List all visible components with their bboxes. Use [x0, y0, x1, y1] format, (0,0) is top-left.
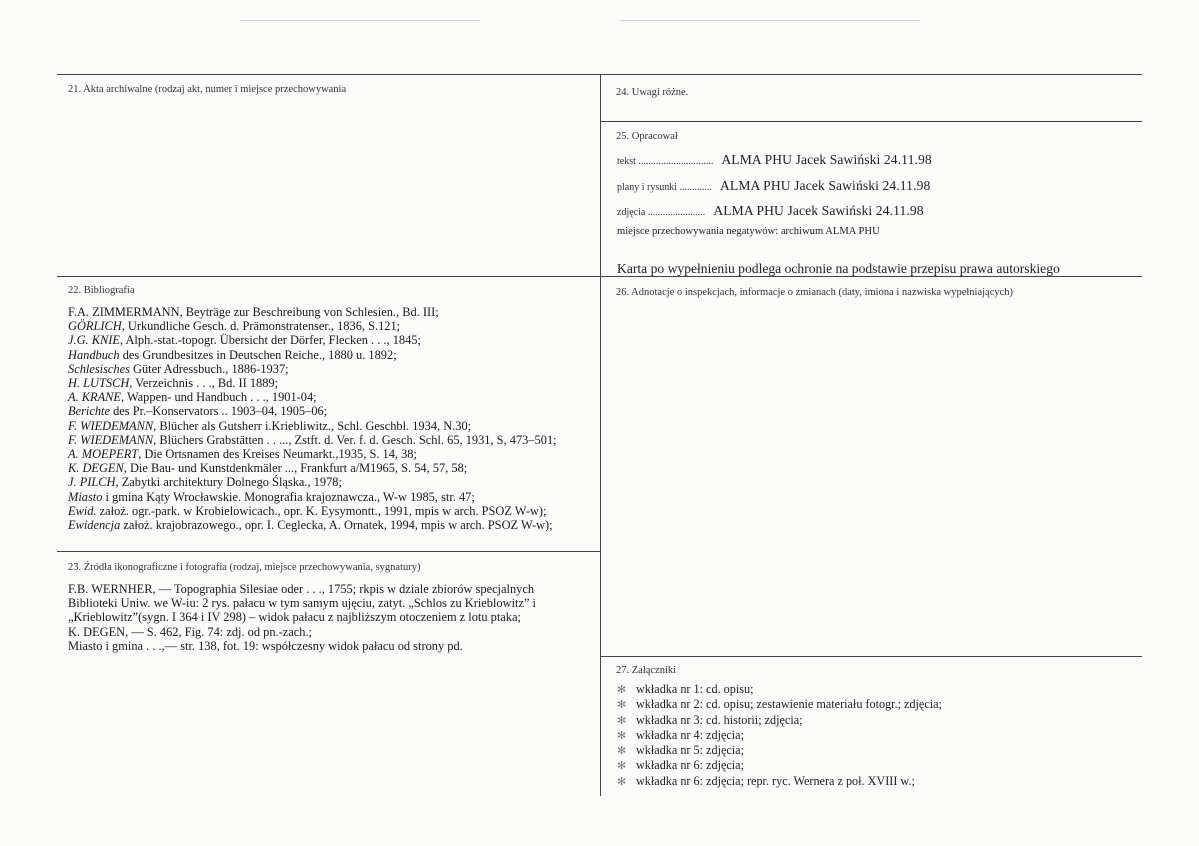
bullet-icon: ✻ [617, 775, 627, 788]
bibliography-list [68, 305, 557, 532]
section-22-label: 22. Bibliografia [68, 285, 135, 296]
tekst-row [617, 151, 932, 169]
iconography-line: Biblioteki Uniw. we W-iu: 2 rys. pałacu w tym samym ujęciu, zatyt. „Schlos zu Krieblowitz” i [68, 596, 536, 611]
tekst-label: tekst .............................. [617, 156, 714, 167]
zdjecia-row [617, 202, 924, 220]
iconography-line: K. DEGEN, — S. 462, Fig. 74: zdj. od pn.-zach.; [68, 624, 313, 639]
section-27-label: 27. Załączniki [616, 665, 677, 676]
bibliography-entry: H. LUTSCH, Verzeichnis . . ., Bd. II 1889; [68, 376, 279, 391]
bibliography-entry: F. WIEDEMANN, Blüchers Grabstätten . . ..., Zstft. d. Ver. f. d. Gesch. Schl. 65, 1931, S, 473–501; [68, 432, 557, 447]
tekst-value: ALMA PHU Jacek Sawiński 24.11.98 [721, 152, 932, 167]
attachment-item: ✻ wkładka nr 6: zdjęcia; repr. ryc. Wernera z poł. XVIII w.; [617, 773, 915, 788]
section-26-label: 26. Adnotacje o inspekcjach, informacje o zmianach (daty, imiona i nazwiska wypełniających) [616, 287, 1014, 298]
attachment-item: ✻ wkładka nr 1: cd. opisu; [617, 682, 754, 696]
bibliography-entry: GÖRLICH, Urkundliche Gesch. d. Prämonstratenser., 1836, S.121; [68, 319, 401, 334]
bibliography-entry: J.G. KNIE, Alph.-stat.-topogr. Übersicht der Dörfer, Flecken . . ., 1845; [68, 333, 421, 348]
divider-22-23 [57, 551, 600, 552]
plany-value: ALMA PHU Jacek Sawiński 24.11.98 [720, 178, 931, 193]
zdjecia-value: ALMA PHU Jacek Sawiński 24.11.98 [713, 203, 924, 218]
bibliography-entry: F.A. ZIMMERMANN, Beyträge zur Beschreibung von Schlesien., Bd. III; [68, 305, 439, 319]
bibliography-entry: Miasto i gmina Kąty Wrocławskie. Monografia krajoznawcza., W-w 1985, str. 47; [68, 489, 475, 504]
section-21-label: 21. Akta archiwalne (rodzaj akt, numer i miejsce przechowywania [68, 84, 347, 95]
divider-24-25 [600, 121, 1142, 122]
bullet-icon: ✻ [617, 699, 627, 712]
bullet-icon: ✻ [617, 714, 627, 727]
scan-artifact-line [620, 20, 920, 21]
plany-row [617, 177, 930, 195]
section-23-label: 23. Źródła ikonograficzne i fotografia (rodzaj, miejsce przechowywania, sygnatury) [68, 562, 421, 573]
iconography-line: „Krieblowitz”(sygn. I 364 i IV 298) – widok pałacu z najbliższym otoczeniem z lotu ptaka; [68, 610, 521, 625]
bibliography-entry: A. KRANE, Wappen- und Handbuch . . ., 1901-04; [68, 390, 317, 405]
bibliography-entry: Schlesisches Güter Adressbuch., 1886-1937; [68, 361, 289, 376]
iconography-list [68, 582, 536, 653]
attachment-item: ✻ wkładka nr 3: cd. historii; zdjęcia; [617, 712, 803, 727]
plany-label: plany i rysunki ............. [617, 182, 712, 193]
bullet-icon: ✻ [617, 729, 627, 742]
attachment-item: ✻ wkładka nr 2: cd. opisu; zestawienie materiału fotogr.; zdjęcia; [617, 697, 942, 712]
attachment-item: ✻ wkładka nr 4: zdjęcia; [617, 727, 744, 742]
divider-26-27 [600, 656, 1142, 657]
bibliography-entry: Ewidencja założ. krajobrazowego., opr. I. Ceglecka, A. Ornatek, 1994, mpis w arch. PSOZ W-w); [68, 518, 553, 533]
bibliography-entry: Ewid. założ. ogr.-park. w Krobielowicach., opr. K. Eysymontt., 1991, mpis w arch. PSOZ W-w); [68, 503, 547, 518]
bibliography-entry: K. DEGEN, Die Bau- und Kunstdenkmäler ..., Frankfurt a/M1965, S. 54, 57, 58; [68, 461, 468, 476]
bibliography-entry: A. MOEPERT, Die Ortsnamen des Kreises Neumarkt.,1935, S. 14, 38; [68, 447, 417, 462]
iconography-line: F.B. WERNHER, — Topographia Silesiae oder . . ., 1755; rkpis w dziale zbiorów specjalnych [68, 582, 535, 596]
bullet-icon: ✻ [617, 684, 627, 696]
copyright-notice: Karta po wypełnieniu podlega ochronie na podstawie przepisu prawa autorskiego [617, 261, 1060, 276]
iconography-line: Miasto i gmina . . .,— str. 138, fot. 19: współczesny widok pałacu od strony pd. [68, 638, 463, 653]
section-24-label: 24. Uwagi różne. [616, 87, 689, 98]
section-25-label: 25. Opracował [616, 131, 678, 142]
bibliography-entry: Handbuch des Grundbesitzes in Deutschen Reiche., 1880 u. 1892; [68, 347, 397, 362]
negatives-storage: miejsce przechowywania negatywów: archiwum ALMA PHU [617, 226, 880, 237]
bibliography-entry: J. PILCH, Zabytki architektury Dolnego Śląska., 1978; [68, 475, 342, 490]
zdjecia-label: zdjęcia ....................... [617, 207, 706, 218]
bullet-icon: ✻ [617, 745, 627, 758]
attachments-list [617, 682, 942, 789]
bibliography-entry: F. WIEDEMANN, Blücher als Gutsherr i.Kriebliwitz., Schl. Geschbl. 1934, N.30; [68, 418, 472, 433]
scan-artifact-line [240, 20, 480, 21]
attachment-item: ✻ wkładka nr 6: zdjęcia; [617, 758, 744, 773]
column-divider [600, 74, 601, 796]
bibliography-entry: Berichte des Pr.–Konservators .. 1903–04, 1905–06; [68, 404, 328, 419]
bullet-icon: ✻ [617, 760, 627, 773]
attachment-item: ✻ wkładka nr 5: zdjęcia; [617, 743, 744, 758]
